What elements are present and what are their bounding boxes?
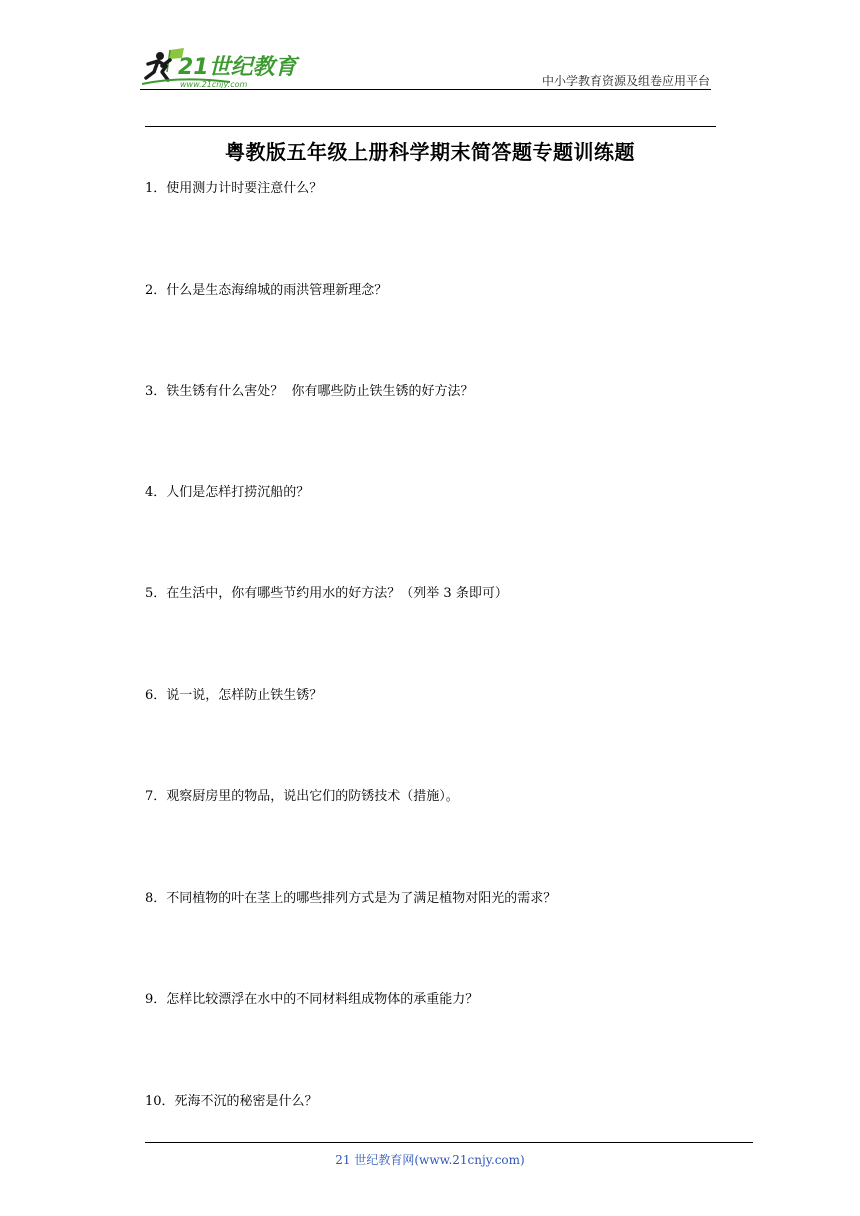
runner-logo-icon [140,46,310,88]
question-item [145,1092,318,1112]
footer-divider [145,1142,753,1143]
title-divider [145,126,716,127]
question-text: 死海不沉的秘密是什么？ [174,1094,318,1109]
logo-url: www.21cnjy.com [180,80,248,88]
question-number: 4． [145,485,167,500]
document-title: 粤教版五年级上册科学期末简答题专题训练题 [225,140,635,164]
site-logo[interactable] [140,46,310,88]
question-item [145,787,459,807]
question-number: 1． [145,181,167,196]
question-number: 6． [145,688,167,703]
platform-tagline: 中小学教育资源及组卷应用平台 [541,74,710,88]
question-item [145,584,508,604]
question-text: 铁生锈有什么害处？ 你有哪些防止铁生锈的好方法？ [166,384,474,399]
question-text: 观察厨房里的物品，说出它们的防锈技术（措施）。 [166,789,459,804]
question-text: 使用测力计时要注意什么？ [166,181,323,196]
question-text: 说一说，怎样防止铁生锈？ [166,688,323,703]
question-number: 9． [145,992,167,1007]
question-text: 在生活中，你有哪些节约用水的好方法？（列举 3 条即可） [166,586,508,601]
question-item [145,990,478,1010]
question-number: 2． [145,283,167,298]
logo-text: 21世纪教育 [178,55,297,80]
question-item [145,889,556,909]
question-item [145,483,309,503]
question-item [145,179,322,199]
question-number: 3． [145,384,167,399]
question-number: 10． [145,1094,175,1109]
question-text: 不同植物的叶在茎上的哪些排列方式是为了满足植物对阳光的需求？ [166,891,557,906]
question-text: 人们是怎样打捞沉船的？ [166,485,310,500]
question-number: 8． [145,891,167,906]
question-text: 怎样比较漂浮在水中的不同材料组成物体的承重能力？ [166,992,479,1007]
question-text: 什么是生态海绵城的雨洪管理新理念？ [166,283,388,298]
question-item [145,281,387,301]
footer-link[interactable]: 21 世纪教育网(www.21cnjy.com) [335,1153,525,1167]
question-item [145,686,322,706]
question-number: 5． [145,586,167,601]
question-item [145,382,474,402]
question-number: 7． [145,789,167,804]
header-divider [140,89,711,90]
page-header [140,42,710,90]
